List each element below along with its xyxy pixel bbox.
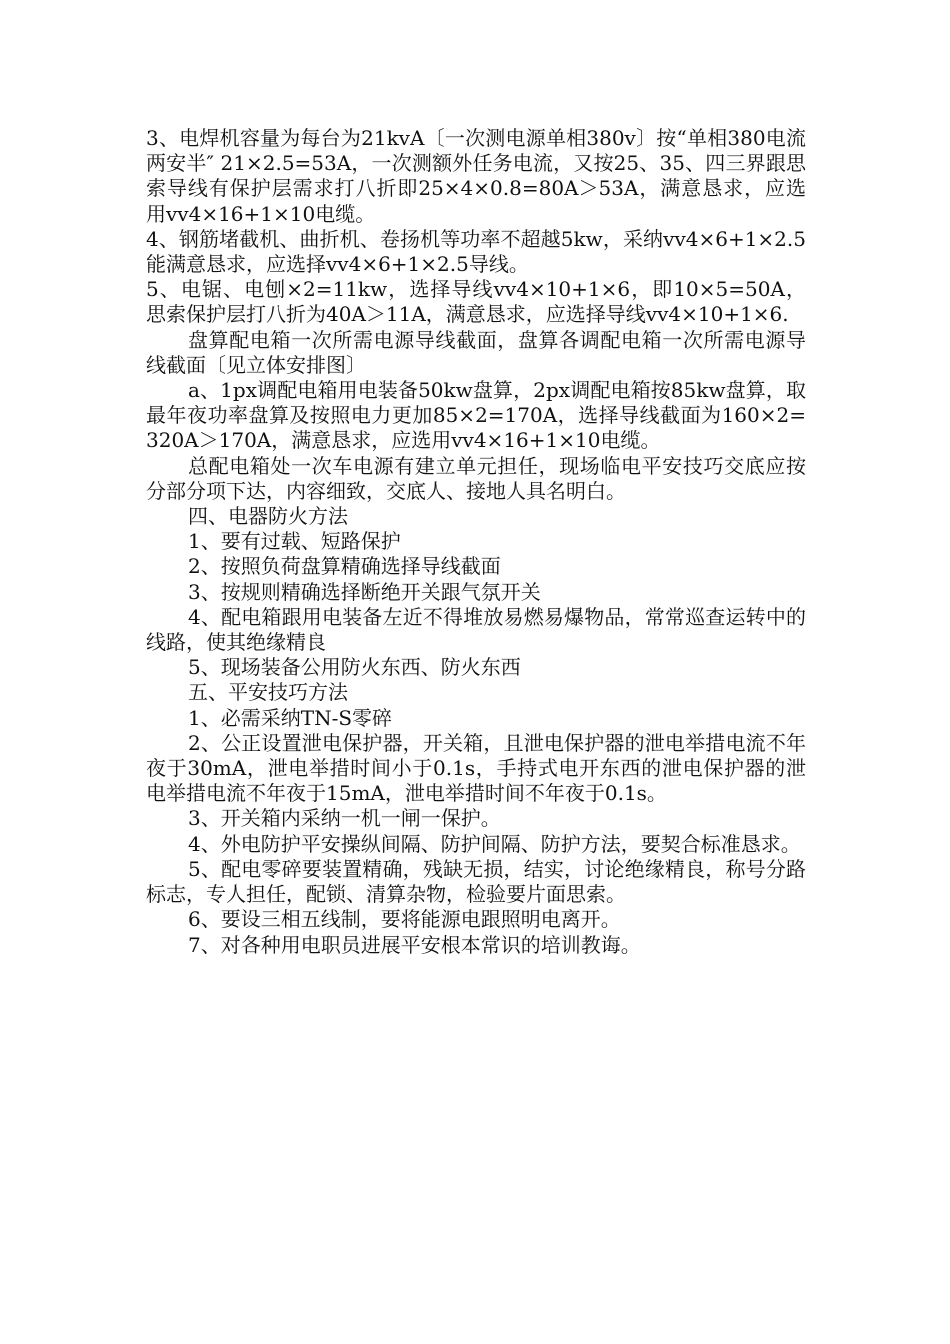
document-body bbox=[146, 126, 806, 958]
paragraph-18: 5、配电零碎要装置精确，残缺无损，结实，讨论绝缘精良，称号分路标志，专人担任，配锁、清算杂物，检验要片面思索。 bbox=[146, 856, 806, 907]
paragraph-11: 4、配电箱跟用电装备左近不得堆放易燃易爆物品，常常巡查运转中的线路，使其绝缘精良 bbox=[146, 604, 806, 655]
paragraph-17: 4、外电防护平安操纵间隔、防护间隔、防护方法，要契合标准恳求。 bbox=[188, 831, 801, 856]
paragraph-15: 2、公正设置泄电保护器，开关箱，且泄电保护器的泄电举措电流不年夜于30mA，泄电举措时间小于0.1s，手持式电开东西的泄电保护器的泄电举措电流不年夜于15mA，泄电举措时间不年夜于0.1s。 bbox=[146, 730, 806, 806]
paragraph-1: 3、电焊机容量为每台为21kvA〔一次测电源单相380v〕按“单相380电流两安半″ 21×2.5=53A，一次测额外任务电流，又按25、35、四三界跟思索导线有保护层需求打八折即25×4×0.8=80A＞53A，满意恳求，应选用vv4×16+1×10电缆。 bbox=[146, 126, 806, 226]
paragraph-14: 1、必需采纳TN-S零碎 bbox=[188, 705, 393, 730]
paragraph-4: 盘算配电箱一次所需电源导线截面，盘算各调配电箱一次所需电源导线截面〔见立体安排图〕 bbox=[146, 327, 806, 377]
paragraph-9: 2、按照负荷盘算精确选择导线截面 bbox=[188, 554, 501, 579]
paragraph-8: 1、要有过载、短路保护 bbox=[188, 529, 401, 554]
paragraph-10: 3、按规则精确选择断绝开关跟气氛开关 bbox=[188, 579, 541, 604]
paragraph-6: 总配电箱处一次车电源有建立单元担任，现场临电平安技巧交底应按分部分项下达，内容细致，交底人、接地人具名明白。 bbox=[146, 453, 806, 503]
paragraph-12: 5、现场装备公用防火东西、防火东西 bbox=[188, 655, 521, 680]
section-heading-safety-methods: 五、平安技巧方法 bbox=[188, 680, 348, 705]
paragraph-16: 3、开关箱内采纳一机一闸一保护。 bbox=[188, 806, 501, 831]
section-heading-fire-prevention: 四、电器防火方法 bbox=[188, 504, 348, 529]
paragraph-5: a、1px调配电箱用电装备50kw盘算，2px调配电箱按85kw盘算，取最年夜功率盘算及按照电力更加85×2=170A，选择导线截面为160×2=320A＞170A，满意恳求，应选用vv4×16+1×10电缆。 bbox=[146, 378, 806, 453]
paragraph-3: 5、电锯、电刨×2=11kw，选择导线vv4×10+1×6，即10×5=50A，思索保护层打八折为40A＞11A，满意恳求，应选择导线vv4×10+1×6. bbox=[146, 277, 806, 327]
paragraph-19: 6、要设三相五线制，要将能源电跟照明电离开。 bbox=[188, 907, 621, 932]
paragraph-2: 4、钢筋堵截机、曲折机、卷扬机等功率不超越5kw，采纳vv4×6+1×2.5能满意恳求，应选择vv4×6+1×2.5导线。 bbox=[146, 226, 806, 277]
paragraph-20: 7、对各种用电职员进展平安根本常识的培训教诲。 bbox=[188, 932, 641, 957]
